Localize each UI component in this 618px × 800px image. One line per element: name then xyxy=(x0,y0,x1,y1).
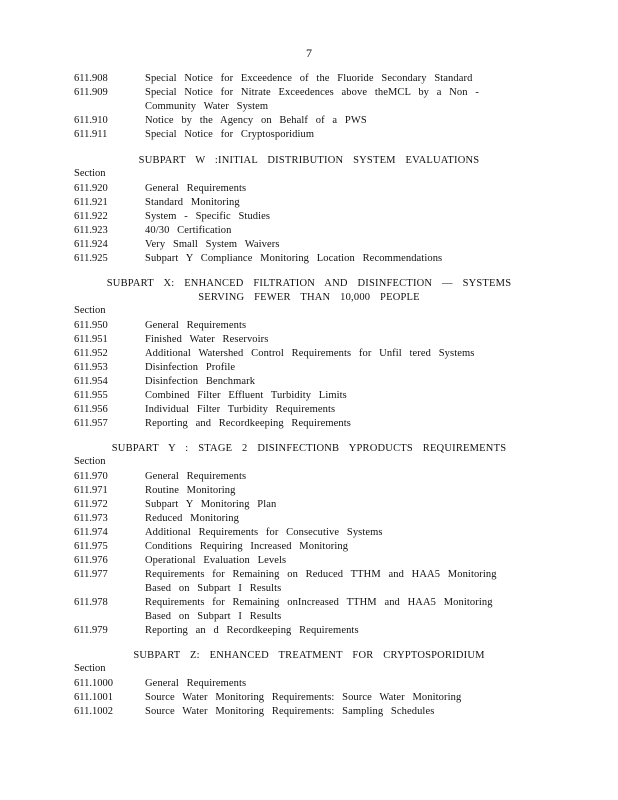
section-title: General Requirements xyxy=(145,471,247,482)
subpart-heading: SUBPART Y : STAGE 2 DISINFECTIONB YPRODUCTS REQUIREMENTS xyxy=(111,443,507,454)
section-title: Subpart Y Monitoring Plan xyxy=(145,499,277,510)
section-title: General Requirements xyxy=(145,678,247,689)
section-number: 611.925 xyxy=(74,253,108,264)
section-label: Section xyxy=(74,305,106,316)
section-title: Special Notice for Cryptosporidium xyxy=(145,129,315,140)
section-title: Additional Requirements for Consecutive Systems xyxy=(145,527,383,538)
page-number: 7 xyxy=(306,46,312,60)
section-title: Conditions Requiring Increased Monitoring xyxy=(145,541,349,552)
section-number: 611.921 xyxy=(74,197,108,208)
section-title: Standard Monitoring xyxy=(145,197,240,208)
section-title: Source Water Monitoring Requirements: Source Water Monitoring xyxy=(145,692,462,703)
section-title: 40/30 Certification xyxy=(145,225,232,236)
section-title: Reporting an d Recordkeeping Requirements xyxy=(145,625,359,636)
section-number: 611.973 xyxy=(74,513,108,524)
section-number: 611.976 xyxy=(74,555,108,566)
section-title: Routine Monitoring xyxy=(145,485,236,496)
section-number: 611.974 xyxy=(74,527,108,538)
section-title: Requirements for Remaining on Reduced TTHM and HAA5 Monitoring Based on Subpart I Results xyxy=(145,569,497,594)
section-title: General Requirements xyxy=(145,320,247,331)
section-title: Subpart Y Compliance Monitoring Location Recommendations xyxy=(145,253,443,264)
section-title: Combined Filter Effluent Turbidity Limits xyxy=(145,390,347,401)
section-title: Disinfection Benchmark xyxy=(145,376,256,387)
section-number: 611.957 xyxy=(74,418,108,429)
section-number: 611.978 xyxy=(74,597,108,608)
section-number: 611.977 xyxy=(74,569,108,580)
section-title: Reporting and Recordkeeping Requirements xyxy=(145,418,351,429)
section-label: Section xyxy=(74,663,106,674)
section-number: 611.922 xyxy=(74,211,108,222)
section-number: 611.972 xyxy=(74,499,108,510)
section-title: Operational Evaluation Levels xyxy=(145,555,287,566)
section-number: 611.909 xyxy=(74,87,108,98)
section-number: 611.954 xyxy=(74,376,108,387)
section-number: 611.952 xyxy=(74,348,108,359)
section-number: 611.970 xyxy=(74,471,108,482)
subpart-heading: SUBPART X: ENHANCED FILTRATION AND DISINFECTION — SYSTEMS SERVING FEWER THAN 10,000 PEOPLE xyxy=(106,278,512,303)
section-title: System - Specific Studies xyxy=(145,211,271,222)
section-number: 611.923 xyxy=(74,225,108,236)
section-number: 611.955 xyxy=(74,390,108,401)
section-number: 611.971 xyxy=(74,485,108,496)
section-title: Very Small System Waivers xyxy=(145,239,280,250)
section-number: 611.979 xyxy=(74,625,108,636)
section-number: 611.975 xyxy=(74,541,108,552)
section-title: Requirements for Remaining onIncreased TTHM and HAA5 Monitoring Based on Subpart I Results xyxy=(145,597,493,622)
section-label: Section xyxy=(74,456,106,467)
section-title: Individual Filter Turbidity Requirements xyxy=(145,404,336,415)
section-title: Disinfection Profile xyxy=(145,362,236,373)
section-title: Additional Watershed Control Requirements for Unfil tered Systems xyxy=(145,348,475,359)
section-title: Special Notice for Nitrate Exceedences above theMCL by a Non - Community Water System xyxy=(145,87,479,112)
section-title: General Requirements xyxy=(145,183,247,194)
section-number: 611.910 xyxy=(74,115,108,126)
section-number: 611.950 xyxy=(74,320,108,331)
section-number: 611.920 xyxy=(74,183,108,194)
subpart-heading: SUBPART W :INITIAL DISTRIBUTION SYSTEM EVALUATIONS xyxy=(138,155,480,166)
section-number: 611.1001 xyxy=(74,692,113,703)
section-title: Notice by the Agency on Behalf of a PWS xyxy=(145,115,367,126)
section-number: 611.911 xyxy=(74,129,108,140)
section-number: 611.951 xyxy=(74,334,108,345)
section-label: Section xyxy=(74,168,106,179)
section-number: 611.1002 xyxy=(74,706,113,717)
section-title: Reduced Monitoring xyxy=(145,513,239,524)
section-title: Source Water Monitoring Requirements: Sampling Schedules xyxy=(145,706,435,717)
section-number: 611.953 xyxy=(74,362,108,373)
section-number: 611.908 xyxy=(74,73,108,84)
subpart-heading: SUBPART Z: ENHANCED TREATMENT FOR CRYPTOSPORIDIUM xyxy=(133,650,485,661)
section-title: Finished Water Reservoirs xyxy=(145,334,269,345)
section-title: Special Notice for Exceedence of the Fluoride Secondary Standard xyxy=(145,73,473,84)
section-number: 611.1000 xyxy=(74,678,113,689)
section-number: 611.956 xyxy=(74,404,108,415)
section-number: 611.924 xyxy=(74,239,108,250)
